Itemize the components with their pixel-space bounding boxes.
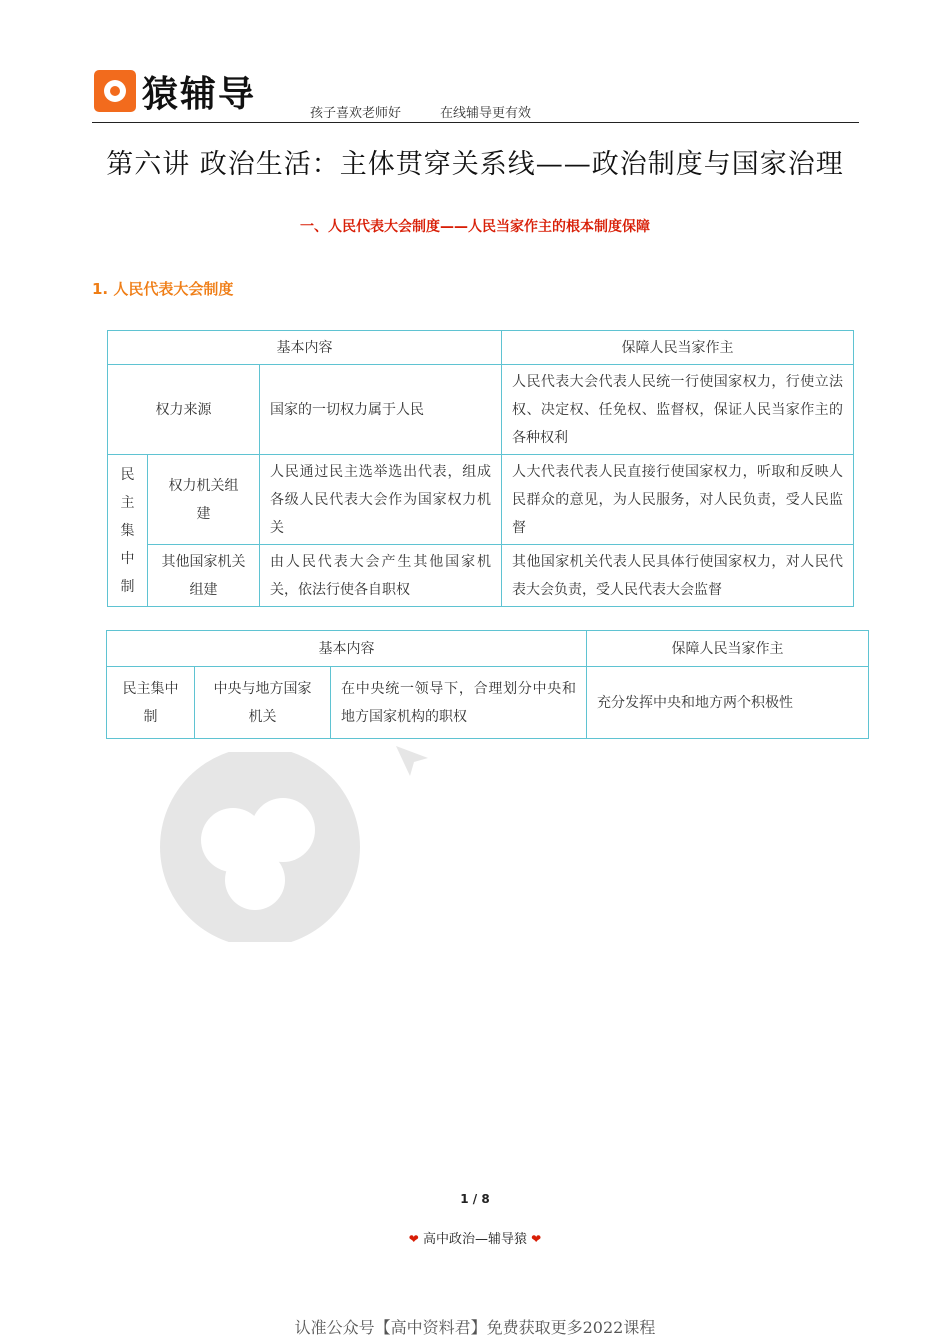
slogan-left: 孩子喜欢老师好 [310, 106, 402, 121]
header-basic-content: 基本内容 [107, 631, 587, 667]
heart-icon: ❤ [531, 1232, 542, 1246]
row-guarantee: 其他国家机关代表人民具体行使国家权力，对人民代表大会负责，受人民代表大会监督 [502, 545, 854, 607]
section-title: 一、人民代表大会制度——人民当家作主的根本制度保障 [300, 219, 650, 235]
footer-text: 高中政治—辅导猿 [422, 1232, 527, 1247]
row-guarantee: 人大代表代表人民直接行使国家权力，听取和反映人民群众的意见，为人民服务，对人民负责，受人民监督 [502, 455, 854, 545]
page-number: 1 / 8 [460, 1192, 490, 1206]
row-label: 中央与地方国家机关 [195, 667, 331, 739]
table-row [108, 365, 854, 455]
group-label: 民主集中制 [107, 667, 195, 739]
row-content: 国家的一切权力属于人民 [260, 365, 502, 455]
table-header-row [107, 631, 869, 667]
table-row [107, 667, 869, 739]
sub-title: 1. 人民代表大会制度 [92, 280, 234, 298]
row-label: 其他国家机关组建 [148, 545, 260, 607]
row-label: 权力来源 [108, 365, 260, 455]
row-label: 权力机关组建 [148, 455, 260, 545]
row-guarantee: 充分发挥中央和地方两个积极性 [587, 667, 869, 739]
slogan-right: 在线辅导更有效 [440, 106, 532, 121]
group-label: 民主集中制 [108, 455, 148, 607]
brand-name: 猿辅导 [142, 74, 257, 115]
row-content: 在中央统一领导下，合理划分中央和地方国家机构的职权 [331, 667, 587, 739]
watermark-cursor-icon [392, 742, 432, 782]
table-row [108, 545, 854, 607]
table-header-row [108, 331, 854, 365]
header-divider [92, 122, 859, 123]
row-guarantee: 人民代表大会代表人民统一行使国家权力，行使立法权、决定权、任免权、监督权，保证人民当家作主的各种权利 [502, 365, 854, 455]
heart-icon: ❤ [408, 1232, 419, 1246]
header-guarantee: 保障人民当家作主 [502, 331, 854, 365]
row-content: 人民通过民主选举选出代表，组成各级人民代表大会作为国家权力机关 [260, 455, 502, 545]
page-title: 第六讲 政治生活：主体贯穿关系线——政治制度与国家治理 [106, 149, 844, 180]
header-guarantee: 保障人民当家作主 [587, 631, 869, 667]
table-central-local [106, 630, 869, 739]
row-content: 由人民代表大会产生其他国家机关，依法行使各自职权 [260, 545, 502, 607]
watermark-logo-icon [155, 752, 365, 942]
footer-tagline [0, 1228, 950, 1247]
header-basic-content: 基本内容 [108, 331, 502, 365]
table-row [108, 455, 854, 545]
brand-logo-icon [94, 70, 136, 112]
table-npc-system [107, 330, 854, 607]
bottom-note: 认准公众号【高中资料君】免费获取更多2022课程 [294, 1318, 656, 1337]
